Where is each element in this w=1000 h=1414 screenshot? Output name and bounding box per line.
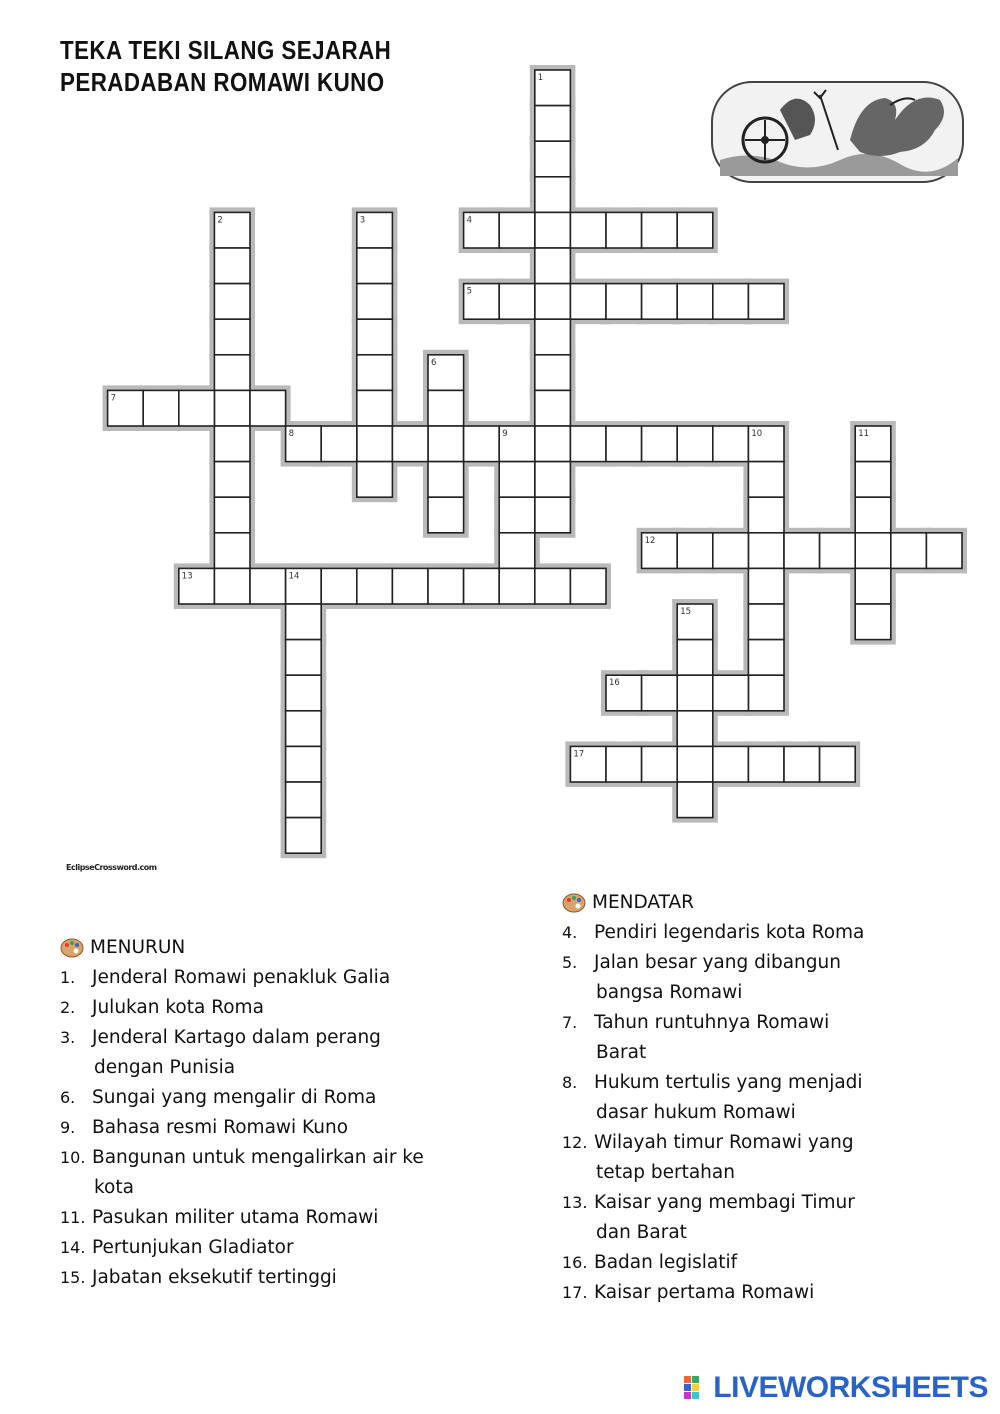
crossword-cell[interactable] bbox=[677, 675, 713, 711]
crossword-cell[interactable] bbox=[286, 640, 322, 676]
crossword-cell[interactable] bbox=[321, 426, 357, 462]
crossword-cell[interactable] bbox=[535, 462, 571, 498]
clue-number: 15. bbox=[60, 1268, 86, 1287]
crossword-cell[interactable] bbox=[570, 426, 606, 462]
crossword-cell[interactable] bbox=[606, 284, 642, 320]
crossword-cell[interactable] bbox=[570, 568, 606, 604]
crossword-cell[interactable] bbox=[499, 284, 535, 320]
clue-text: Pertunjukan Gladiator bbox=[92, 1237, 294, 1258]
across-heading-label: MENDATAR bbox=[592, 892, 695, 913]
across-clue bbox=[562, 1068, 962, 1098]
crossword-cell[interactable] bbox=[214, 497, 250, 533]
crossword-cell[interactable] bbox=[535, 426, 571, 462]
palette-icon bbox=[60, 938, 84, 958]
clue-text: Jenderal Romawi penakluk Galia bbox=[92, 967, 391, 988]
clue-number: 1. bbox=[60, 968, 76, 987]
crossword-cell[interactable] bbox=[606, 746, 642, 782]
crossword-cell[interactable] bbox=[748, 746, 784, 782]
across-clue bbox=[562, 1188, 962, 1218]
clue-text: Hukum tertulis yang menjadi bbox=[594, 1072, 863, 1093]
down-clue-list bbox=[60, 963, 520, 1293]
crossword-cell[interactable] bbox=[855, 604, 891, 640]
crossword-cell[interactable] bbox=[748, 568, 784, 604]
clue-number: 9. bbox=[60, 1118, 76, 1137]
across-clue bbox=[562, 1128, 962, 1158]
crossword-cell[interactable] bbox=[891, 533, 927, 569]
crossword-cell[interactable] bbox=[535, 355, 571, 391]
down-clue bbox=[60, 1083, 520, 1113]
across-clue bbox=[562, 1008, 962, 1038]
down-clue bbox=[60, 1203, 520, 1233]
clue-number: 17. bbox=[562, 1283, 588, 1302]
clue-number: 12. bbox=[562, 1133, 588, 1152]
across-clue-list bbox=[562, 918, 962, 1308]
crossword-cell[interactable] bbox=[748, 640, 784, 676]
crossword-cell[interactable] bbox=[570, 212, 606, 248]
clue-text: Jenderal Kartago dalam perang bbox=[92, 1027, 381, 1048]
clue-number-label: 5 bbox=[466, 286, 473, 297]
crossword-cell[interactable] bbox=[428, 568, 464, 604]
crossword-cell[interactable] bbox=[820, 533, 856, 569]
clue-number: 5. bbox=[562, 953, 578, 972]
crossword-cell[interactable] bbox=[570, 284, 606, 320]
clue-number-label: 9 bbox=[502, 429, 508, 439]
crossword-cell[interactable] bbox=[392, 568, 428, 604]
crossword-cell[interactable] bbox=[357, 390, 393, 426]
clue-number-label: 6 bbox=[431, 357, 437, 368]
clue-text: Pasukan militer utama Romawi bbox=[92, 1207, 379, 1228]
clue-text: Julukan kota Roma bbox=[92, 997, 264, 1018]
clue-number: 7. bbox=[562, 1013, 578, 1032]
crossword-cell[interactable] bbox=[535, 141, 571, 177]
neptune-chariot-image bbox=[710, 80, 965, 184]
clue-text-continued: dasar hukum Romawi bbox=[596, 1102, 796, 1123]
clue-number: 11. bbox=[60, 1208, 86, 1227]
across-heading bbox=[562, 888, 962, 918]
crossword-cell[interactable] bbox=[748, 284, 784, 320]
crossword-cell[interactable] bbox=[535, 497, 571, 533]
liveworksheets-brand[interactable] bbox=[683, 1372, 988, 1404]
crossword-cell[interactable] bbox=[499, 212, 535, 248]
crossword-cell[interactable] bbox=[357, 319, 393, 355]
crossword-cell[interactable] bbox=[499, 533, 535, 569]
crossword-cell[interactable] bbox=[214, 390, 250, 426]
liveworksheets-logo-icon bbox=[683, 1375, 709, 1401]
crossword-cell[interactable] bbox=[214, 284, 250, 320]
crossword-cell[interactable] bbox=[535, 319, 571, 355]
crossword-cell[interactable] bbox=[677, 212, 713, 248]
crossword-cell[interactable] bbox=[250, 568, 286, 604]
crossword-cell[interactable] bbox=[855, 497, 891, 533]
clue-number: 6. bbox=[60, 1088, 76, 1107]
clue-number: 8. bbox=[562, 1073, 578, 1092]
crossword-cell[interactable] bbox=[286, 782, 322, 818]
crossword-cell[interactable] bbox=[677, 284, 713, 320]
clue-number-label: 17 bbox=[573, 749, 585, 760]
crossword-cell[interactable] bbox=[606, 426, 642, 462]
crossword-cell[interactable] bbox=[926, 533, 962, 569]
crossword-cell[interactable] bbox=[250, 390, 286, 426]
crossword-cell[interactable] bbox=[642, 284, 678, 320]
title-line-1: TEKA TEKI SILANG SEJARAH bbox=[60, 35, 392, 65]
crossword-cell[interactable] bbox=[535, 177, 571, 213]
clue-number-label: 3 bbox=[359, 215, 366, 226]
crossword-cell[interactable] bbox=[464, 568, 500, 604]
crossword-cell[interactable] bbox=[713, 746, 749, 782]
crossword-cell[interactable] bbox=[677, 711, 713, 747]
clue-text: Badan legislatif bbox=[594, 1252, 738, 1273]
clue-number-label: 14 bbox=[288, 571, 300, 582]
crossword-cell[interactable] bbox=[784, 746, 820, 782]
crossword-cell[interactable] bbox=[642, 426, 678, 462]
crossword-cell[interactable] bbox=[214, 319, 250, 355]
crossword-cell[interactable] bbox=[535, 568, 571, 604]
crossword-cell[interactable] bbox=[214, 248, 250, 284]
down-clue bbox=[60, 963, 520, 993]
crossword-cell[interactable] bbox=[855, 533, 891, 569]
across-clue bbox=[562, 948, 962, 978]
palette-icon bbox=[562, 893, 586, 913]
crossword-cell[interactable] bbox=[748, 497, 784, 533]
crossword-cell[interactable] bbox=[677, 426, 713, 462]
clue-number-label: 8 bbox=[288, 429, 295, 439]
crossword-cell[interactable] bbox=[214, 533, 250, 569]
clue-text-continued: dengan Punisia bbox=[94, 1057, 236, 1078]
crossword-cell[interactable] bbox=[820, 746, 856, 782]
crossword-cell[interactable] bbox=[713, 426, 749, 462]
crossword-cell[interactable] bbox=[214, 426, 250, 462]
down-clue bbox=[60, 1263, 520, 1293]
clue-text: Bangunan untuk mengalirkan air ke bbox=[92, 1147, 424, 1168]
crossword-cell[interactable] bbox=[499, 568, 535, 604]
crossword-cell[interactable] bbox=[535, 390, 571, 426]
clue-number-label: 12 bbox=[644, 535, 656, 546]
clue-text: Wilayah timur Romawi yang bbox=[594, 1132, 854, 1153]
crossword-cell[interactable] bbox=[855, 568, 891, 604]
crossword-cell[interactable] bbox=[428, 426, 464, 462]
title-line-2: PERADABAN ROMAWI KUNO bbox=[60, 67, 385, 97]
crossword-cell[interactable] bbox=[748, 462, 784, 498]
across-clue bbox=[562, 918, 962, 948]
crossword-cell[interactable] bbox=[855, 462, 891, 498]
crossword-cell[interactable] bbox=[286, 675, 322, 711]
crossword-cell[interactable] bbox=[321, 568, 357, 604]
clue-number-label: 2 bbox=[217, 215, 223, 226]
clue-text-continued: Barat bbox=[596, 1042, 647, 1063]
down-clue bbox=[60, 1023, 520, 1053]
crossword-cell[interactable] bbox=[286, 711, 322, 747]
crossword-cell[interactable] bbox=[677, 782, 713, 818]
crossword-cell[interactable] bbox=[535, 248, 571, 284]
crossword-cell[interactable] bbox=[286, 818, 322, 854]
clue-number: 4. bbox=[562, 923, 578, 942]
down-heading-label: MENURUN bbox=[90, 937, 186, 958]
crossword-cell[interactable] bbox=[535, 212, 571, 248]
crossword-cell[interactable] bbox=[357, 355, 393, 391]
crossword-cell[interactable] bbox=[464, 426, 500, 462]
crossword-cell[interactable] bbox=[677, 640, 713, 676]
crossword-cell[interactable] bbox=[214, 355, 250, 391]
clue-text-continued: kota bbox=[94, 1177, 134, 1198]
clue-number-label: 15 bbox=[680, 607, 692, 617]
clue-text-continued: bangsa Romawi bbox=[596, 982, 743, 1003]
clue-number-label: 11 bbox=[858, 429, 870, 439]
crossword-cell[interactable] bbox=[713, 675, 749, 711]
clue-text: Jabatan eksekutif tertinggi bbox=[92, 1267, 337, 1288]
crossword-cell[interactable] bbox=[642, 212, 678, 248]
clue-text: Bahasa resmi Romawi Kuno bbox=[92, 1117, 349, 1138]
clue-text: Tahun runtuhnya Romawi bbox=[594, 1012, 830, 1033]
clue-text: Pendiri legendaris kota Roma bbox=[594, 922, 865, 943]
down-clue bbox=[60, 1233, 520, 1263]
across-clue bbox=[562, 1278, 962, 1308]
crossword-cell[interactable] bbox=[392, 426, 428, 462]
clue-text: Kaisar pertama Romawi bbox=[594, 1282, 815, 1303]
down-clue bbox=[60, 1143, 520, 1173]
crossword-cell[interactable] bbox=[286, 746, 322, 782]
crossword-cell[interactable] bbox=[784, 533, 820, 569]
crossword-cell[interactable] bbox=[677, 533, 713, 569]
crossword-cell[interactable] bbox=[179, 390, 215, 426]
down-clue bbox=[60, 1113, 520, 1143]
crossword-cell[interactable] bbox=[428, 497, 464, 533]
crossword-cell[interactable] bbox=[428, 390, 464, 426]
across-clue bbox=[562, 1248, 962, 1278]
clue-text-continued: dan Barat bbox=[596, 1222, 687, 1243]
clue-text: Jalan besar yang dibangun bbox=[594, 952, 841, 973]
clue-number-label: 7 bbox=[110, 393, 117, 404]
crossword-cell[interactable] bbox=[642, 675, 678, 711]
clue-number-label: 4 bbox=[466, 215, 473, 226]
crossword-cell[interactable] bbox=[606, 212, 642, 248]
crossword-cell[interactable] bbox=[748, 604, 784, 640]
clue-number: 16. bbox=[562, 1253, 588, 1272]
down-clues bbox=[60, 933, 520, 1293]
crossword-cell[interactable] bbox=[428, 462, 464, 498]
crossword-cell[interactable] bbox=[748, 533, 784, 569]
crossword-cell[interactable] bbox=[713, 533, 749, 569]
clue-number: 3. bbox=[60, 1028, 76, 1047]
crossword-cell[interactable] bbox=[713, 284, 749, 320]
crossword-cell[interactable] bbox=[748, 675, 784, 711]
clue-text: Kaisar yang membagi Timur bbox=[594, 1192, 855, 1213]
crossword-cell[interactable] bbox=[286, 604, 322, 640]
clue-text-continued: tetap bertahan bbox=[596, 1162, 735, 1183]
crossword-cell[interactable] bbox=[357, 568, 393, 604]
clue-number-label: 1 bbox=[537, 73, 544, 83]
crossword-cell[interactable] bbox=[499, 497, 535, 533]
clue-number: 13. bbox=[562, 1193, 588, 1212]
crossword-cell[interactable] bbox=[535, 284, 571, 320]
across-clues bbox=[562, 888, 962, 1308]
clue-number: 2. bbox=[60, 998, 76, 1017]
crossword-cell[interactable] bbox=[357, 462, 393, 498]
clue-number: 14. bbox=[60, 1238, 86, 1257]
crossword-cell[interactable] bbox=[357, 284, 393, 320]
crossword-cell[interactable] bbox=[357, 248, 393, 284]
credit-text: EclipseCrossword.com bbox=[66, 863, 157, 872]
clue-text: Sungai yang mengalir di Roma bbox=[92, 1087, 377, 1108]
clue-number-label: 16 bbox=[609, 678, 620, 689]
crossword-cell[interactable] bbox=[499, 462, 535, 498]
down-heading bbox=[60, 933, 520, 963]
crossword-cell[interactable] bbox=[357, 426, 393, 462]
crossword-cell[interactable] bbox=[214, 462, 250, 498]
down-clue bbox=[60, 993, 520, 1023]
clue-number: 10. bbox=[60, 1148, 86, 1167]
crossword-cell[interactable] bbox=[143, 390, 179, 426]
crossword-cell[interactable] bbox=[535, 106, 571, 142]
crossword-cell[interactable] bbox=[677, 746, 713, 782]
crossword-cell[interactable] bbox=[214, 568, 250, 604]
liveworksheets-brand-text: LIVEWORKSHEETS bbox=[713, 1371, 988, 1404]
clue-number-label: 13 bbox=[181, 571, 193, 582]
clue-number-label: 10 bbox=[751, 429, 763, 439]
crossword-cell[interactable] bbox=[642, 746, 678, 782]
